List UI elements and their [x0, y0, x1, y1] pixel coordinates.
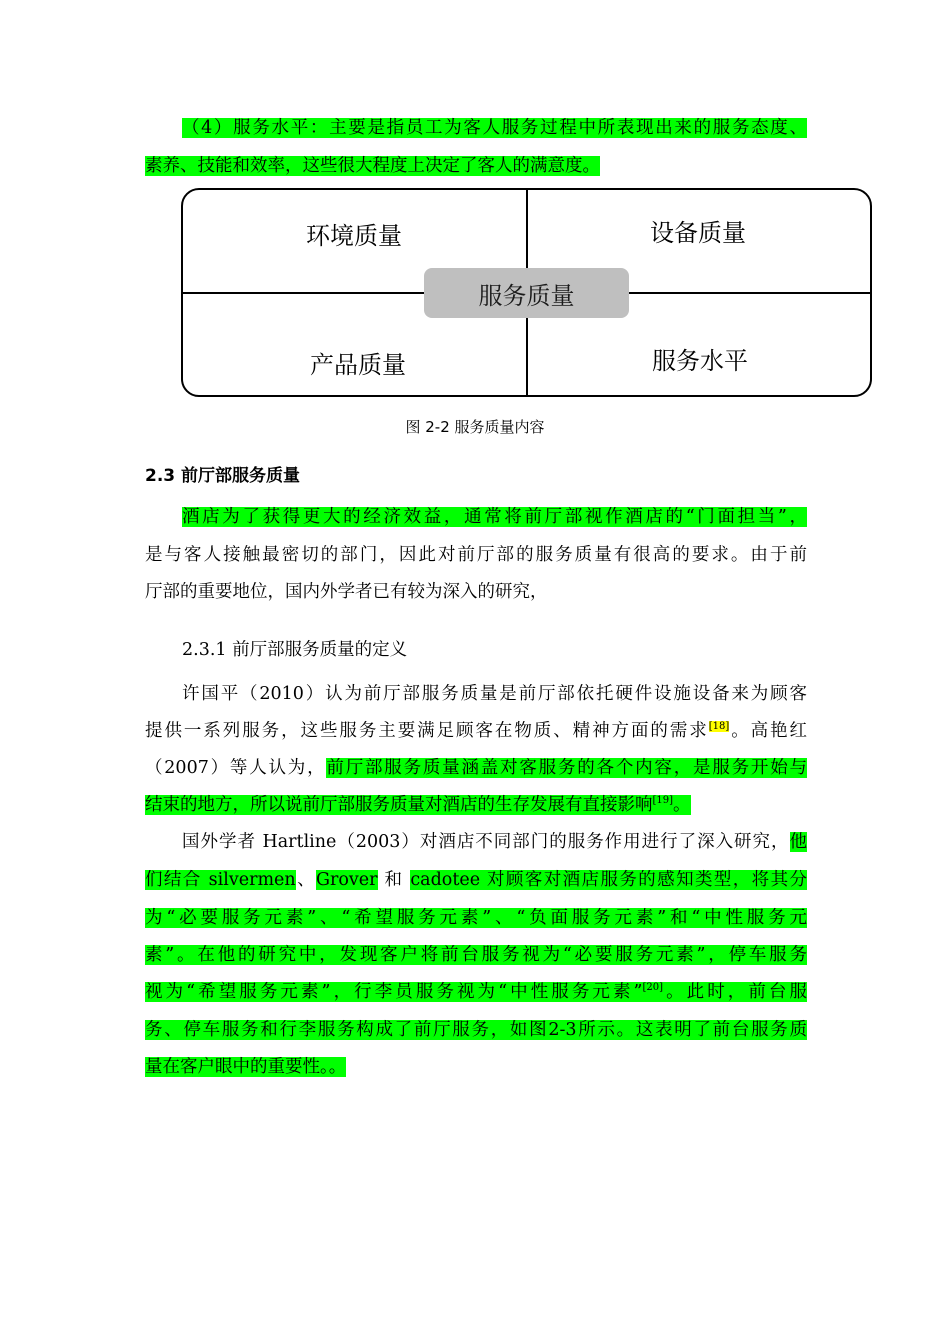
definition-line-4: 结束的地方，所以说前厅部服务质量对酒店的生存发展有直接影响[19]。 [145, 795, 691, 815]
service-level-line-2: 素养、技能和效率，这些很大程度上决定了客人的满意度。 [145, 156, 600, 176]
diagram-equipment-quality: 设备质量 [650, 219, 746, 247]
section-heading: 2.3 前厅部服务质量 [145, 466, 301, 486]
front-office-line-1: 酒店为了获得更大的经济效益，通常将前厅部视作酒店的“门面担当”， [182, 507, 807, 527]
subsection-heading: 2.3.1 前厅部服务质量的定义 [182, 640, 408, 660]
definition-line-1: 许国平（2010）认为前厅部服务质量是前厅部依托硬件设施设备来为顾客 [182, 684, 807, 704]
figure-2-3-reference: 2-3 [548, 1020, 577, 1040]
diagram-product-quality: 产品质量 [310, 351, 406, 379]
figure-caption: 图 2-2 服务质量内容 [405, 418, 545, 436]
front-office-line-2: 是与客人接触最密切的部门，因此对前厅部的服务质量有很高的要求。由于前 [145, 545, 807, 565]
hartline-line-1: 国外学者 Hartline（2003）对酒店不同部门的服务作用进行了深入研究，他 [182, 832, 807, 852]
service-level-line-1: （4）服务水平：主要是指员工为客人服务过程中所表现出来的服务态度、 [182, 118, 807, 138]
citation-19: [19] [652, 795, 674, 806]
citation-20: [20] [642, 982, 664, 993]
definition-line-3: （2007）等人认为，前厅部服务质量涵盖对客服务的各个内容，是服务开始与 [145, 758, 807, 778]
hartline-line-4: 素”。在他的研究中，发现客户将前台服务视为“必要服务元素”，停车服务 [145, 945, 807, 965]
diagram-environment-quality: 环境质量 [306, 222, 402, 250]
diagram-service-level: 服务水平 [652, 347, 748, 375]
definition-line-2: 提供一系列服务，这些服务主要满足顾客在物质、精神方面的需求[18]。高艳红 [145, 721, 808, 741]
front-office-line-3: 厅部的重要地位，国内外学者已有较为深入的研究， [145, 582, 548, 602]
hartline-line-2: 们结合 silvermen、Grover 和 cadotee 对顾客对酒店服务的感知类型，将其分 [145, 870, 807, 890]
hartline-line-3: 为“必要服务元素”、“希望服务元素”、“负面服务元素”和“中性服务元 [145, 908, 807, 928]
hartline-line-7: 量在客户眼中的重要性。。 [145, 1057, 347, 1077]
hartline-line-6: 务、停车服务和行李服务构成了前厅服务，如图2-3所示。这表明了前台服务质 [145, 1020, 808, 1040]
diagram-center-service-quality: 服务质量 [424, 268, 629, 318]
hartline-line-5: 视为“希望服务元素”，行李员服务视为“中性服务元素”[20]。此时，前台服 [145, 982, 807, 1002]
citation-18: [18] [708, 721, 730, 732]
